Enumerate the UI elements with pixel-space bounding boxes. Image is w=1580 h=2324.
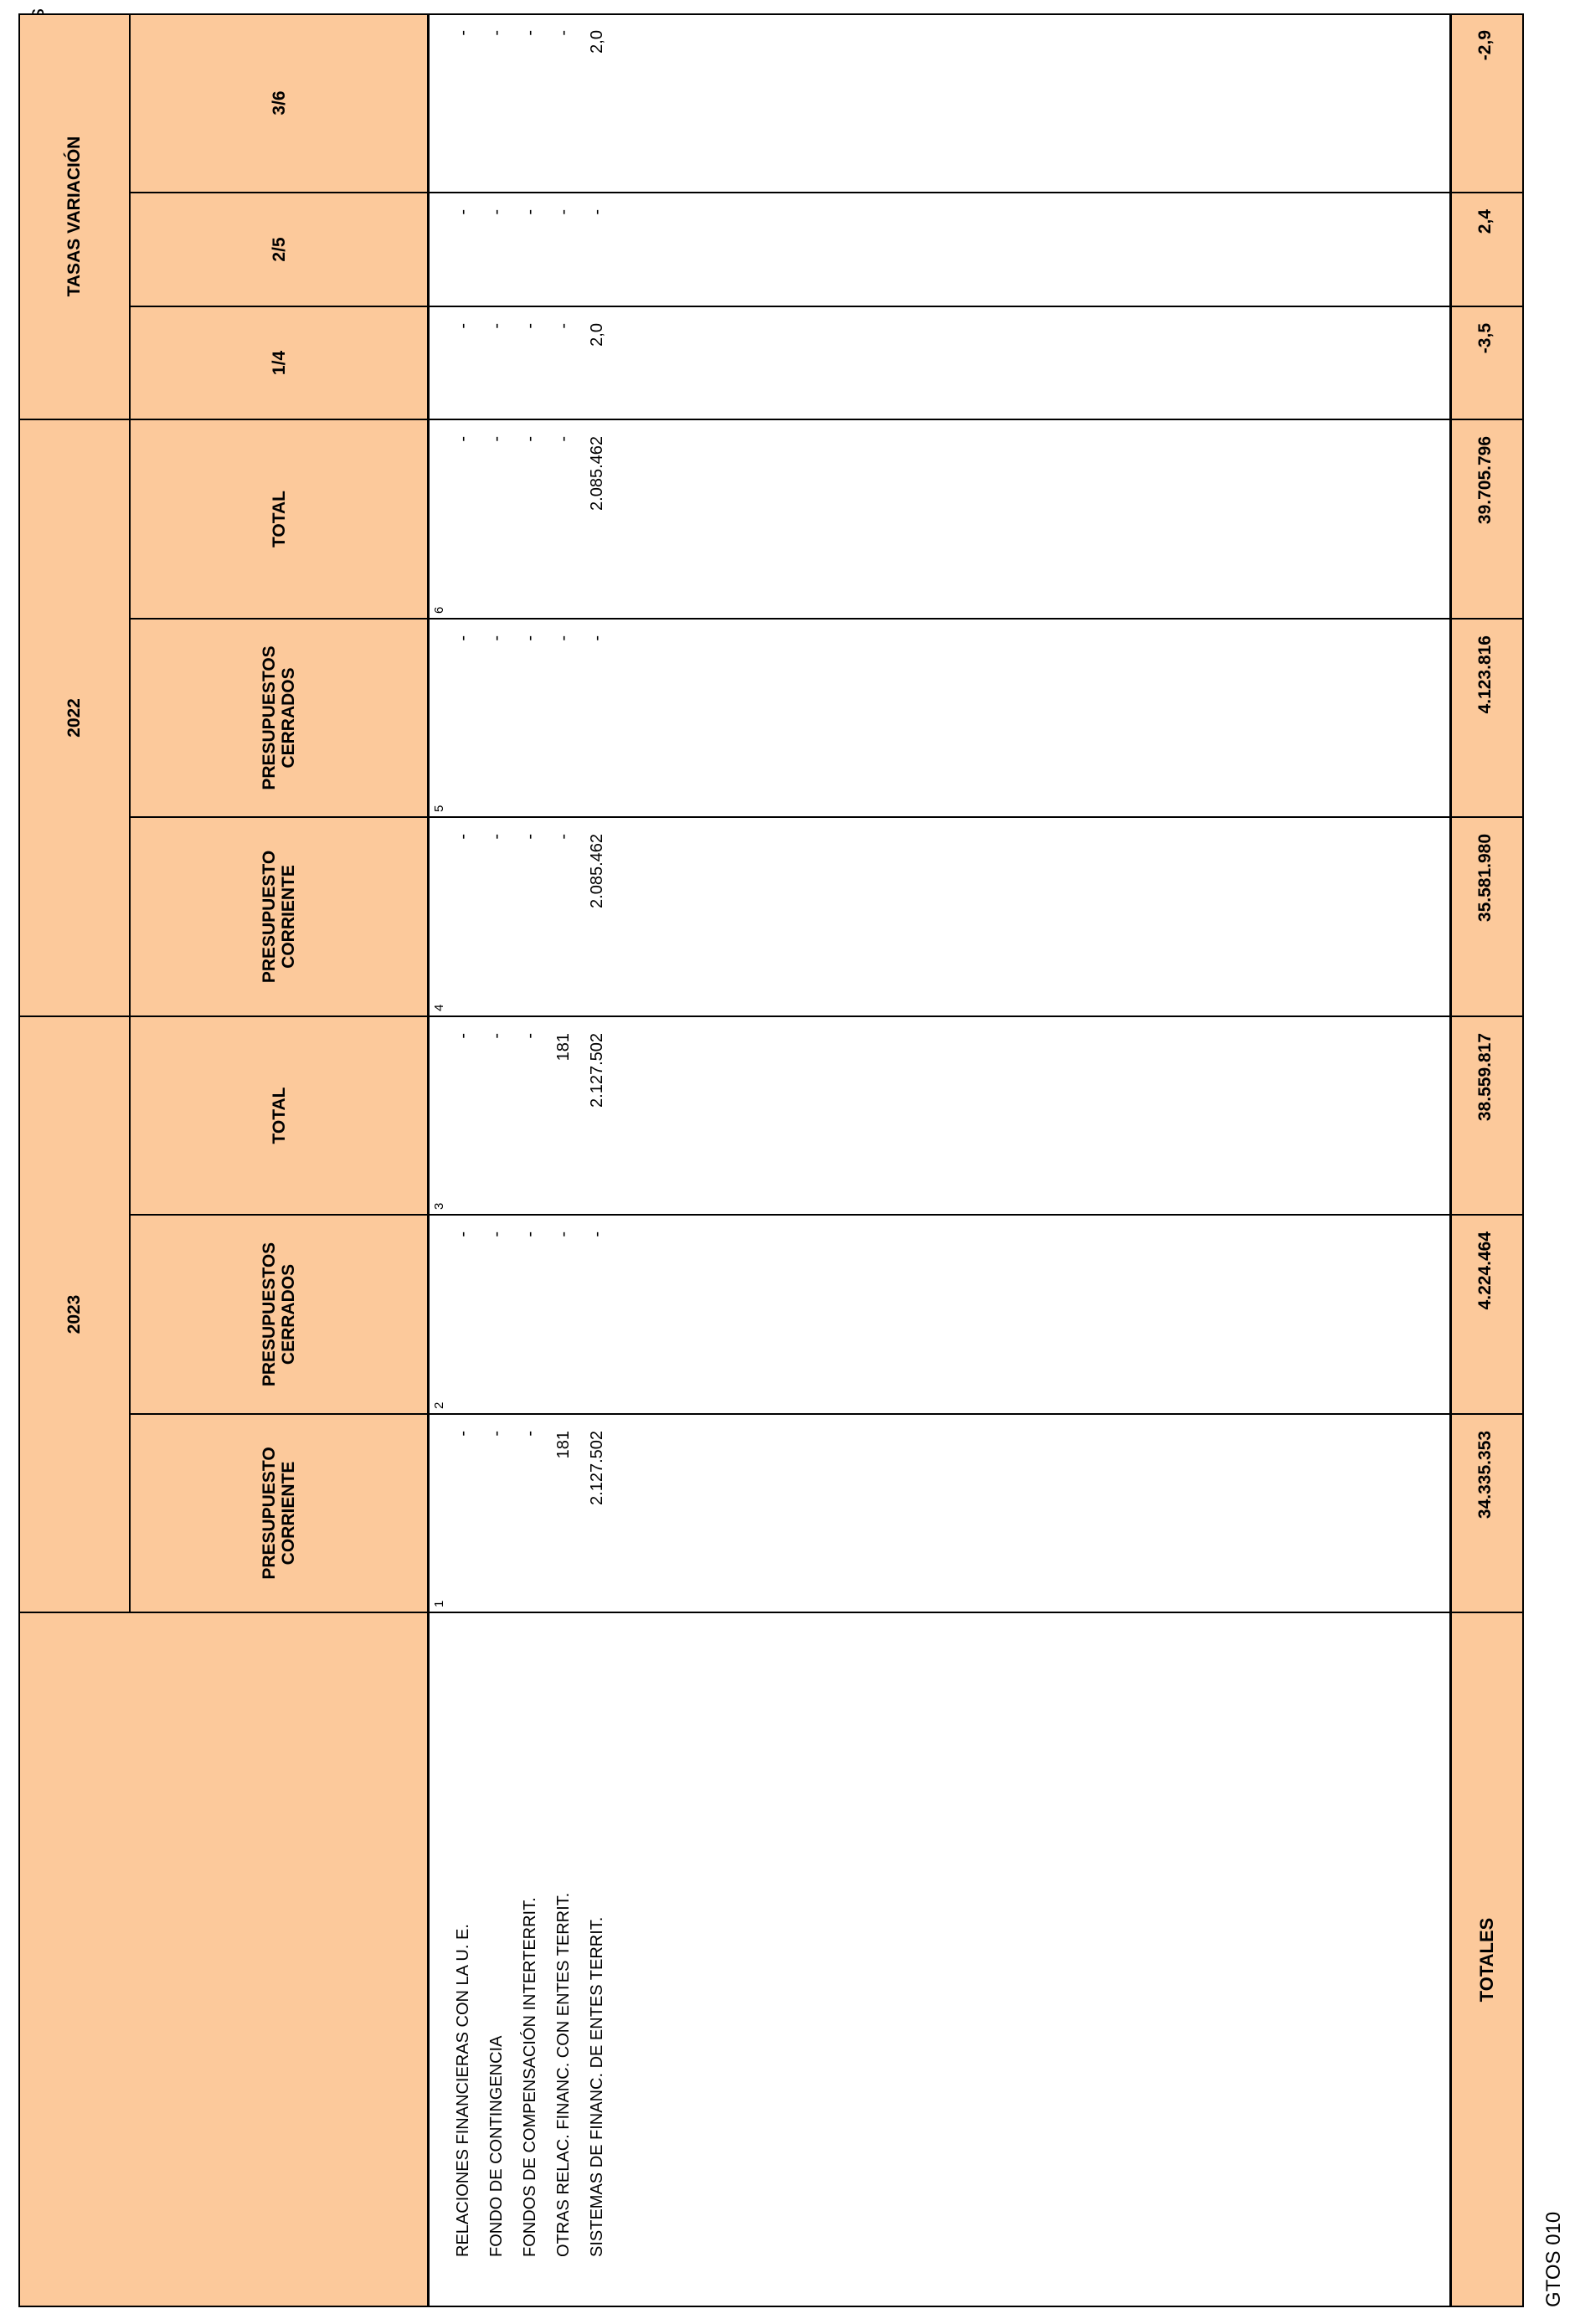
column-divider [129, 618, 1524, 620]
column-divider [18, 419, 1524, 420]
row-value: - [588, 635, 606, 641]
row-value: - [454, 209, 472, 215]
row-value: - [554, 323, 573, 329]
column-number: 2 [432, 1401, 446, 1409]
row-value: - [454, 30, 472, 36]
totals-value: -2,9 [1475, 30, 1495, 61]
row-value: - [487, 834, 506, 840]
row-value: - [454, 1231, 472, 1237]
column-divider [129, 1413, 1524, 1415]
row-value: - [454, 323, 472, 329]
row-label: FONDO DE CONTINGENCIA [487, 2035, 506, 2257]
row-value: - [554, 834, 573, 840]
row-value: - [454, 436, 472, 442]
row-value: - [521, 209, 539, 215]
column-number: 3 [432, 1202, 446, 1210]
totals-value: 39.705.796 [1475, 436, 1495, 525]
row-value: - [521, 1431, 539, 1437]
row-value: 181 [554, 1431, 573, 1459]
column-header: PRESUPUESTOS CERRADOS [260, 645, 298, 790]
row-value: - [487, 323, 506, 329]
row-value: - [554, 209, 573, 215]
column-header: 3/6 [269, 90, 289, 116]
column-number: 6 [432, 606, 446, 614]
column-divider [129, 306, 1524, 307]
row-label: OTRAS RELAC. FINANC. CON ENTES TERRIT. [554, 1892, 573, 2257]
row-value: 2,0 [588, 323, 606, 347]
column-divider [129, 816, 1524, 818]
row-value: - [487, 30, 506, 36]
row-value: - [521, 436, 539, 442]
row-label: FONDOS DE COMPENSACIÓN INTERTERRIT. [521, 1897, 539, 2257]
totals-value: -3,5 [1475, 323, 1495, 354]
row-value: - [454, 1033, 472, 1039]
column-number: 1 [432, 1600, 446, 1607]
row-value: - [521, 323, 539, 329]
row-value: 2.127.502 [588, 1033, 606, 1108]
totals-value: 35.581.980 [1475, 834, 1495, 923]
row-label: SISTEMAS DE FINANC. DE ENTES TERRIT. [588, 1916, 606, 2257]
row-value: - [521, 1231, 539, 1237]
row-label: RELACIONES FINANCIERAS CON LA U. E. [454, 1924, 472, 2257]
row-value: - [487, 1033, 506, 1039]
column-header: PRESUPUESTOS CERRADOS [260, 1242, 298, 1387]
row-value: - [521, 834, 539, 840]
column-header: TOTAL [269, 1087, 289, 1144]
data-table [18, 13, 1524, 2307]
row-value: - [487, 635, 506, 641]
column-number: 4 [432, 1004, 446, 1011]
column-header: 1/4 [269, 350, 289, 376]
totals-value: 4.123.816 [1475, 635, 1495, 714]
column-header: PRESUPUESTO CORRIENTE [260, 1447, 298, 1580]
row-value: - [554, 436, 573, 442]
group-header: TASAS VARIACIÓN [64, 136, 84, 297]
row-value: - [554, 30, 573, 36]
row-value: - [588, 1231, 606, 1237]
column-divider [129, 1214, 1524, 1216]
totals-value: 2,4 [1475, 209, 1495, 234]
row-value: - [487, 1231, 506, 1237]
totals-value: 34.335.353 [1475, 1431, 1495, 1519]
row-value: - [454, 1431, 472, 1437]
row-value: - [454, 635, 472, 641]
row-value: 181 [554, 1033, 573, 1062]
row-value: - [521, 30, 539, 36]
column-header: PRESUPUESTO CORRIENTE [260, 850, 298, 984]
group-header: 2023 [64, 1294, 84, 1334]
row-value: - [487, 436, 506, 442]
row-value: - [554, 1231, 573, 1237]
row-value: - [521, 635, 539, 641]
column-number: 5 [432, 805, 446, 812]
column-divider [18, 1015, 1524, 1017]
row-value: - [588, 209, 606, 215]
column-divider [129, 192, 1524, 193]
header-divider [428, 13, 430, 2307]
row-value: 2.127.502 [588, 1431, 606, 1505]
column-header: 2/5 [269, 237, 289, 262]
row-value: - [554, 635, 573, 641]
row-value: - [454, 834, 472, 840]
row-value: 2.085.462 [588, 834, 606, 908]
totals-value: 38.559.817 [1475, 1033, 1495, 1122]
report-code: GTOS 010 [1542, 2211, 1565, 2307]
row-value: 2.085.462 [588, 436, 606, 511]
column-divider [18, 1612, 1524, 1613]
row-value: - [487, 209, 506, 215]
column-header: TOTAL [269, 490, 289, 548]
group-header: 2022 [64, 698, 84, 738]
totals-label: TOTALES [1476, 1917, 1497, 2003]
row-value: 2,0 [588, 30, 606, 54]
row-value: - [521, 1033, 539, 1039]
row-value: - [487, 1431, 506, 1437]
totals-value: 4.224.464 [1475, 1231, 1495, 1310]
